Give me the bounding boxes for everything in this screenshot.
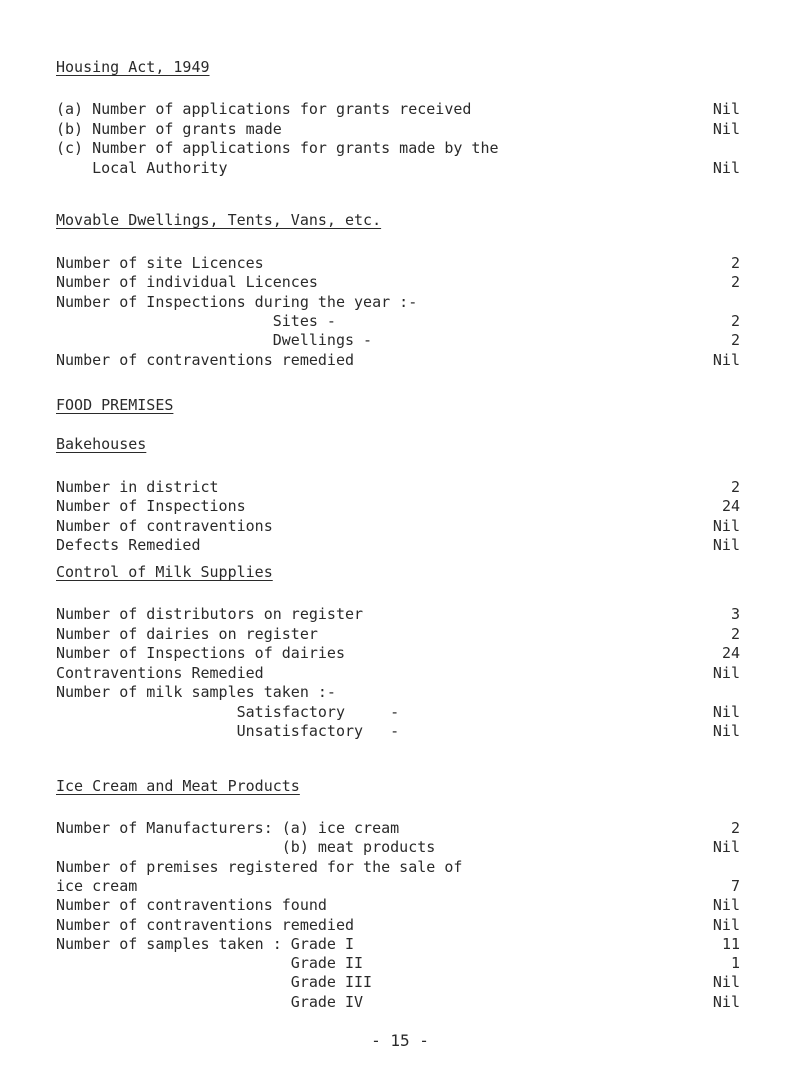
table-row bbox=[0, 119, 800, 139]
row-value: Nil bbox=[712, 100, 740, 118]
row-value: 24 bbox=[721, 644, 740, 662]
row-value: 7 bbox=[730, 876, 740, 895]
row-value: Nil bbox=[712, 350, 740, 369]
row-value: Nil bbox=[712, 896, 740, 915]
table-row bbox=[0, 138, 800, 158]
row-label: Grade II bbox=[56, 954, 364, 973]
row-value: 11 bbox=[721, 934, 740, 953]
row-label: (c) Number of applications for grants made by the bbox=[56, 139, 499, 157]
row-value: 2 bbox=[730, 478, 740, 496]
row-label: Local Authority bbox=[56, 158, 228, 177]
movable-dwellings-heading: Movable Dwellings, Tents, Vans, etc. bbox=[56, 211, 382, 229]
table-row bbox=[0, 992, 800, 1012]
row-label: (b) meat products bbox=[56, 838, 436, 857]
table-row bbox=[0, 624, 800, 644]
table-row bbox=[0, 292, 800, 312]
table-row bbox=[0, 663, 800, 683]
table-row bbox=[0, 818, 800, 838]
food-premises-heading: FOOD PREMISES bbox=[56, 396, 174, 414]
table-row bbox=[0, 535, 800, 555]
row-value: 2 bbox=[730, 254, 740, 272]
row-label: Number of premises registered for the sale of bbox=[56, 857, 463, 876]
row-label: Number of contraventions found bbox=[56, 896, 327, 915]
table-row bbox=[0, 876, 800, 896]
row-value: Nil bbox=[712, 535, 740, 554]
row-label: Number of Inspections during the year :- bbox=[56, 292, 418, 311]
table-row bbox=[0, 643, 800, 663]
row-label: Number of contraventions remedied bbox=[56, 350, 355, 369]
table-row bbox=[0, 702, 800, 722]
row-label: Sites - bbox=[56, 311, 336, 330]
row-label: Number of contraventions remedied bbox=[56, 915, 355, 934]
row-value: Nil bbox=[712, 158, 740, 177]
row-label: (a) Number of applications for grants received bbox=[56, 100, 472, 118]
row-label: Grade IV bbox=[56, 992, 364, 1011]
table-row bbox=[0, 604, 800, 624]
row-label: Number of samples taken : Grade I bbox=[56, 934, 355, 953]
table-row bbox=[0, 253, 800, 273]
row-label: Unsatisfactory - bbox=[56, 722, 400, 740]
row-label: Number of dairies on register bbox=[56, 624, 318, 643]
row-value: Nil bbox=[712, 992, 740, 1011]
row-value: Nil bbox=[712, 663, 740, 682]
row-label: Number of individual Licences bbox=[56, 273, 318, 292]
table-row bbox=[0, 496, 800, 516]
row-value: Nil bbox=[712, 838, 740, 857]
table-row bbox=[0, 272, 800, 292]
row-label: (b) Number of grants made bbox=[56, 119, 282, 138]
row-value: Nil bbox=[712, 722, 740, 740]
ice-cream-meat-heading: Ice Cream and Meat Products bbox=[56, 777, 300, 795]
milk-supplies-heading: Control of Milk Supplies bbox=[56, 563, 273, 581]
row-value: 24 bbox=[721, 497, 740, 516]
row-value: Nil bbox=[712, 915, 740, 934]
row-label: Number in district bbox=[56, 478, 219, 496]
table-row bbox=[0, 350, 800, 370]
row-value: 2 bbox=[730, 273, 740, 292]
table-row bbox=[0, 934, 800, 954]
row-value: 2 bbox=[730, 624, 740, 643]
row-value: Nil bbox=[712, 119, 740, 138]
row-label: Contraventions Remedied bbox=[56, 663, 264, 682]
row-value: 2 bbox=[730, 331, 740, 350]
row-label: Number of Inspections of dairies bbox=[56, 644, 345, 662]
table-row bbox=[0, 477, 800, 497]
table-row bbox=[0, 915, 800, 935]
row-label: Number of contraventions bbox=[56, 516, 273, 535]
row-value: 2 bbox=[730, 311, 740, 330]
row-label: Dwellings - bbox=[56, 331, 373, 350]
table-row bbox=[0, 721, 800, 741]
row-label: Number of Inspections bbox=[56, 497, 246, 516]
row-label: Number of milk samples taken :- bbox=[56, 683, 336, 701]
table-row bbox=[0, 330, 800, 350]
row-value: Nil bbox=[712, 516, 740, 535]
row-label: Satisfactory - bbox=[56, 702, 400, 721]
table-row bbox=[0, 158, 800, 178]
row-label: Number of distributors on register bbox=[56, 605, 364, 623]
table-row bbox=[0, 311, 800, 331]
row-label: Number of Manufacturers: (a) ice cream bbox=[56, 819, 400, 837]
table-row bbox=[0, 972, 800, 992]
row-value: 2 bbox=[730, 819, 740, 837]
row-label: ice cream bbox=[56, 876, 138, 895]
table-row bbox=[0, 99, 800, 119]
table-row bbox=[0, 857, 800, 877]
table-row bbox=[0, 516, 800, 536]
row-label: Defects Remedied bbox=[56, 535, 201, 554]
row-value: 1 bbox=[730, 954, 740, 973]
table-row bbox=[0, 837, 800, 857]
table-row bbox=[0, 953, 800, 973]
bakehouses-heading: Bakehouses bbox=[56, 435, 147, 453]
table-row bbox=[0, 682, 800, 702]
page-number: - 15 - bbox=[371, 1031, 429, 1050]
table-row bbox=[0, 895, 800, 915]
row-value: Nil bbox=[712, 702, 740, 721]
housing-act-heading: Housing Act, 1949 bbox=[56, 58, 210, 76]
row-label: Number of site Licences bbox=[56, 254, 264, 272]
row-value: 3 bbox=[730, 605, 740, 623]
row-value: Nil bbox=[712, 973, 740, 992]
row-label: Grade III bbox=[56, 973, 373, 992]
